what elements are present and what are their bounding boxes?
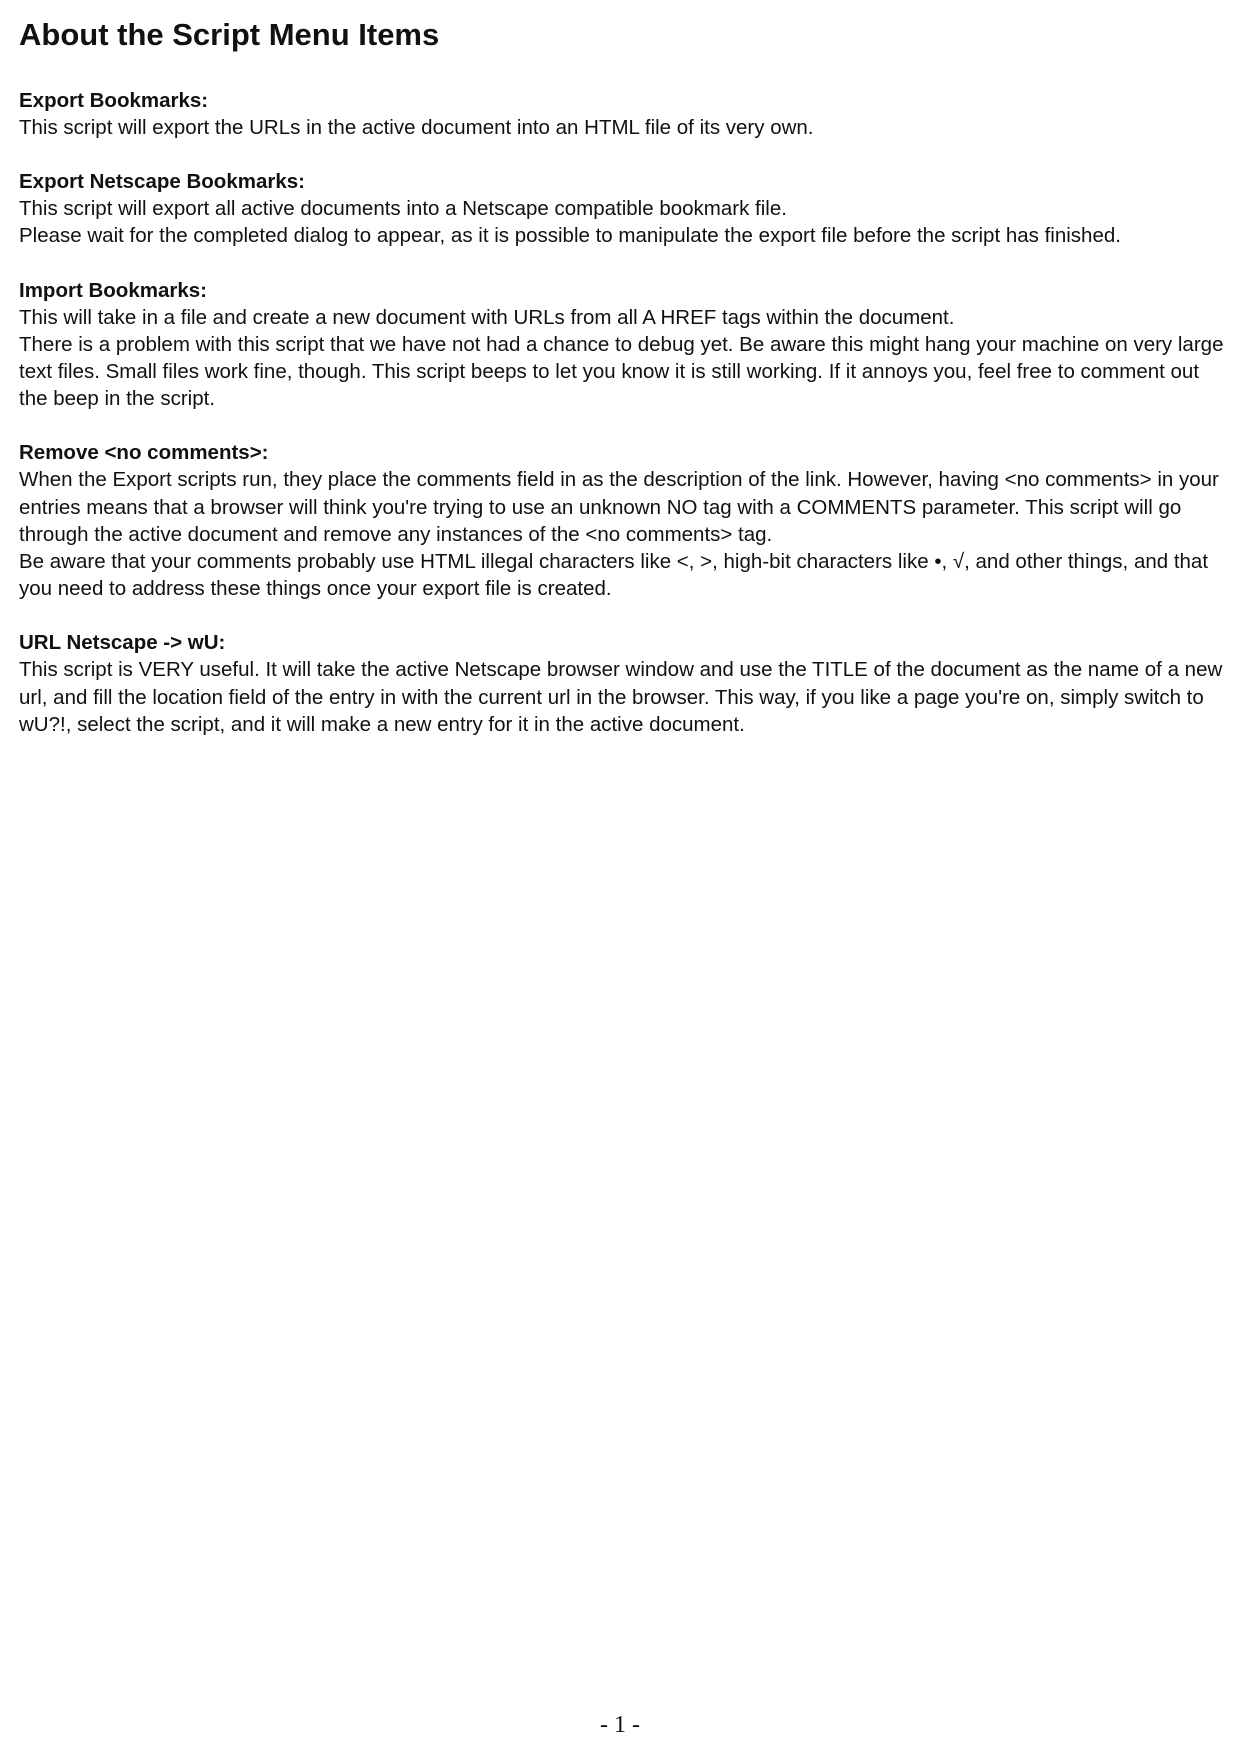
section-heading: Remove <no comments>: xyxy=(19,441,269,465)
section-paragraph: This script will export the URLs in the active document into an HTML file of its very own. xyxy=(19,116,814,139)
section-paragraph: This script will export all active documents into a Netscape compatible bookmark file. xyxy=(19,197,787,221)
section-import-bookmarks xyxy=(19,277,1229,413)
section-remove-no-comments xyxy=(19,439,1229,602)
section-url-netscape-to-wu xyxy=(19,629,1229,738)
section-heading: URL Netscape -> wU: xyxy=(19,631,226,655)
section-heading: Import Bookmarks: xyxy=(19,278,207,302)
section-heading: Export Bookmarks: xyxy=(19,89,209,112)
section-paragraph: When the Export scripts run, they place the comments field in as the description of the link. However, having <no comments> in your entries means that a browser will think you're trying to use an unknown NO tag with a COMMENTS parameter. This script will go through the active document and remove any instances of the <no comments> tag. xyxy=(19,468,1219,546)
page-number: - 1 - xyxy=(600,1712,640,1738)
section-paragraph: There is a problem with this script that we have not had a chance to debug yet. Be aware this might hang your machine on very large text files. Small files work fine, though. This script beeps to let you know it is still working. If it annoys you, feel free to comment out the beep in the script. xyxy=(19,332,1224,411)
section-paragraph: Be aware that your comments probably use HTML illegal characters like <, >, high-bit characters like •, √, and other things, and that you need to address these things once your export file is created. xyxy=(19,550,1209,601)
document-title: About the Script Menu Items xyxy=(19,17,440,52)
section-export-netscape-bookmarks xyxy=(19,168,1229,249)
section-paragraph: This script is VERY useful. It will take the active Netscape browser window and use the TITLE of the document as the name of a new url, and fill the location field of the entry in with the current url in the browser. This way, if you like a page you're on, simply switch to wU?!, select the script, and it will make a new entry for it in the active document. xyxy=(19,658,1223,736)
document-page xyxy=(19,14,1229,765)
section-export-bookmarks xyxy=(19,87,1229,141)
section-heading: Export Netscape Bookmarks: xyxy=(19,170,305,194)
section-paragraph: Please wait for the completed dialog to appear, as it is possible to manipulate the export file before the script has finished. xyxy=(19,224,1121,248)
section-paragraph: This will take in a file and create a new document with URLs from all A HREF tags within the document. xyxy=(19,305,955,329)
